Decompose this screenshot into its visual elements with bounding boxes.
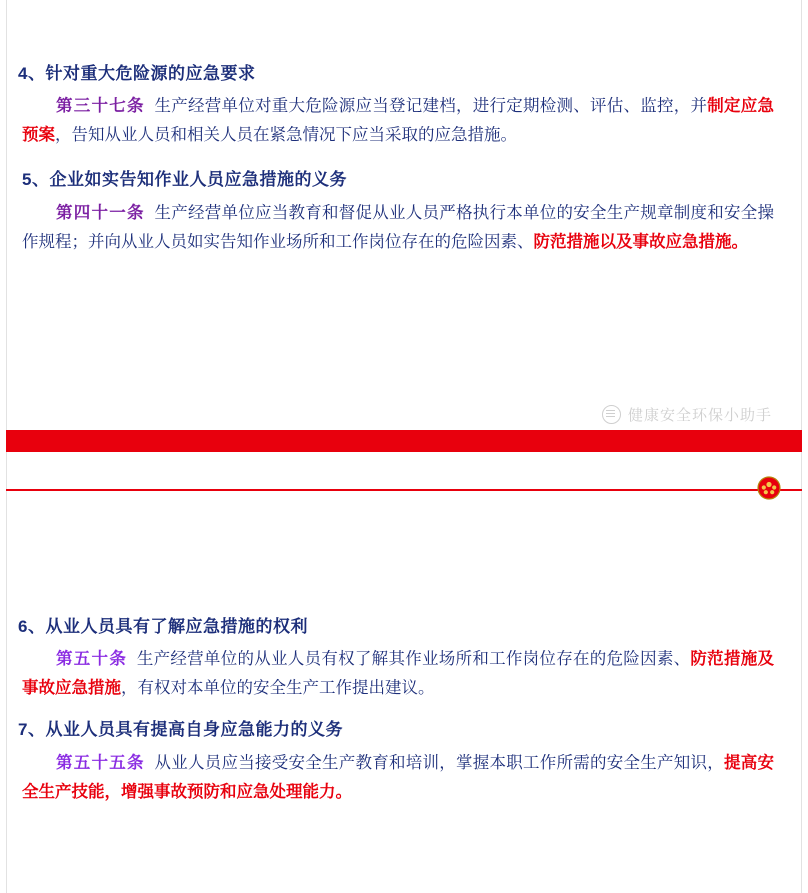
section-7-heading	[18, 718, 343, 742]
article-37-label: 第三十七条	[56, 97, 145, 115]
section-6-number: 6、	[18, 617, 46, 636]
section-5-heading	[22, 168, 347, 192]
section-5-body-part-1: 生产经营单位应当教育和督促从业人员严格执行本单位的安全生产规章制度和安全操作规程；并向从业人员如实告知作业场所和工作岗位存在的危险因素、	[22, 204, 775, 251]
article-55-label: 第五十五条	[56, 754, 145, 772]
section-5-body-part-2: 防范措施以及事故应急措施。	[533, 232, 748, 251]
red-divider-line	[6, 489, 802, 491]
section-6-paragraph	[22, 645, 774, 703]
section-7-body-part-2: 提高安全生产技能，增强事故预防和应急处理能力。	[22, 754, 775, 801]
section-4-number: 4、	[18, 64, 46, 83]
article-41-label: 第四十一条	[56, 204, 145, 222]
section-7-body-part-1: 从业人员应当接受安全生产教育和培训，掌握本职工作所需的安全生产知识，	[154, 754, 725, 772]
section-4-heading	[18, 62, 255, 86]
red-divider-band	[6, 430, 802, 452]
section-7-paragraph	[22, 749, 774, 807]
emblem-icon	[752, 471, 786, 505]
section-4-body-part-2: 制定应急预案	[22, 97, 775, 144]
section-5-title: 企业如实告知作业人员应急措施的义务	[49, 170, 347, 189]
section-6-title: 从业人员具有了解应急措施的权利	[45, 617, 308, 636]
section-6-body-part-3: ，有权对本单位的安全生产工作提出建议。	[121, 678, 435, 697]
slide-2	[0, 520, 808, 893]
article-50-label: 第五十条	[56, 650, 128, 668]
section-7-number: 7、	[18, 720, 46, 739]
section-6-body-part-1: 生产经营单位的从业人员有权了解其作业场所和工作岗位存在的危险因素、	[136, 650, 691, 668]
section-4-title: 针对重大危险源的应急要求	[45, 64, 256, 83]
section-4-body-part-1: 生产经营单位对重大危险源应当登记建档，进行定期检测、评估、监控，并	[154, 97, 708, 115]
watermark	[602, 404, 772, 425]
section-6-body-part-2: 防范措施及事故应急措施	[22, 650, 775, 697]
wechat-icon	[602, 405, 621, 424]
section-5-paragraph	[22, 199, 774, 257]
watermark-text: 健康安全环保小助手	[627, 407, 772, 424]
section-6-heading	[18, 615, 308, 639]
section-4-paragraph	[22, 92, 774, 150]
section-5-number: 5、	[22, 170, 50, 189]
section-7-title: 从业人员具有提高自身应急能力的义务	[45, 720, 343, 739]
section-4-body-part-3: ，告知从业人员和相关人员在紧急情况下应当采取的应急措施。	[55, 125, 517, 144]
